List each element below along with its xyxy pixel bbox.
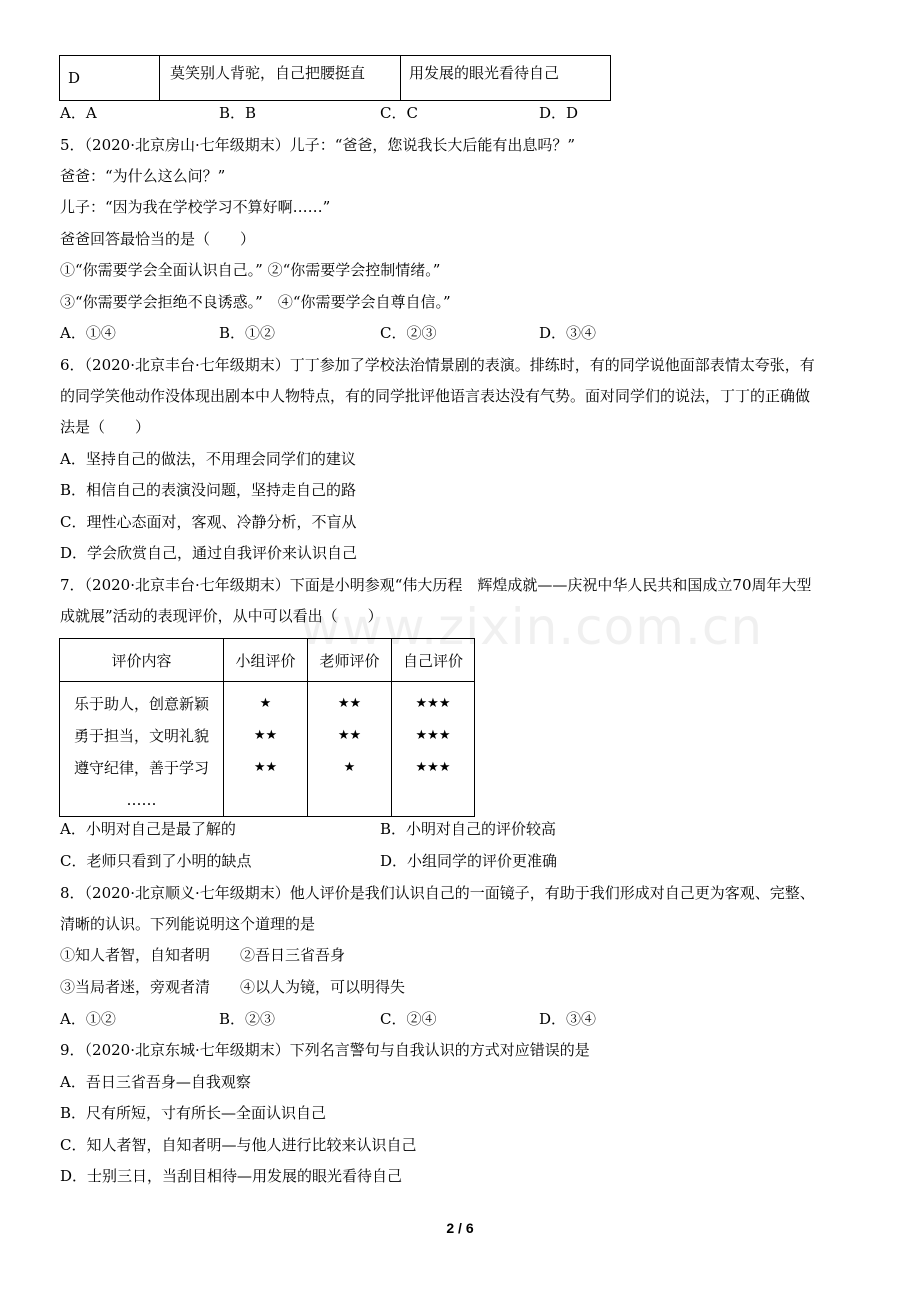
table-header: 老师评价 — [308, 639, 392, 682]
star-rating: ★★ — [253, 760, 278, 775]
q5-line: 爸爸回答最恰当的是（ ） — [60, 230, 256, 248]
q5-option-b: B．①② — [219, 324, 276, 342]
q8-option-d: D．③④ — [539, 1010, 597, 1028]
table-cell: 莫笑别人背驼，自己把腰挺直 — [160, 56, 401, 101]
row-label: 遵守纪律，善于学习 — [73, 759, 209, 777]
q8-option-a: A．①② — [60, 1010, 116, 1028]
q6-stem: 法是（ ） — [60, 418, 151, 436]
q5-line: 儿子：“因为我在学校学习不算好啊……” — [60, 198, 331, 216]
table-cell-teacher — [308, 682, 392, 817]
q4-option-d: D．D — [539, 104, 579, 122]
star-rating: ★★★ — [415, 760, 451, 775]
q9-option-b: B．尺有所短，寸有所长—全面认识自己 — [60, 1104, 327, 1122]
q5-option-c: C．②③ — [380, 324, 437, 342]
star-rating: ★★★ — [415, 728, 451, 743]
q8-option-c: C．②④ — [380, 1010, 437, 1028]
q7-stem: 成就展”活动的表现评价，从中可以看出（ ） — [60, 607, 383, 625]
q4-option-a: A．A — [60, 104, 97, 122]
star-rating: ★★ — [337, 728, 362, 743]
star-rating: ★ — [259, 696, 272, 711]
q5-line: 爸爸：“为什么这么问？” — [60, 167, 226, 185]
star-rating: ★★ — [337, 696, 362, 711]
q6-option-a: A．坚持自己的做法，不用理会同学们的建议 — [60, 450, 356, 468]
q9-stem: 9．（2020·北京东城·七年级期末）下列名言警句与自我认识的方式对应错误的是 — [60, 1041, 590, 1059]
table-row — [60, 682, 475, 817]
table-header: 自己评价 — [392, 639, 475, 682]
q6-stem: 6．（2020·北京丰台·七年级期末）丁丁参加了学校法治情景剧的表演。排练时，有的同学说他面部表情太夸张，有 — [60, 356, 815, 374]
q8-stem: 清晰的认识。下列能说明这个道理的是 — [60, 915, 316, 933]
q5-option-d: D．③④ — [539, 324, 597, 342]
q6-option-d: D．学会欣赏自己，通过自我评价来认识自己 — [60, 544, 358, 562]
q9-option-d: D．士别三日，当刮目相待—用发展的眼光看待自己 — [60, 1167, 403, 1185]
q8-line: ①知人者智，自知者明 ②吾日三省吾身 — [60, 946, 346, 964]
q6-stem: 的同学笑他动作没体现出剧本中人物特点，有的同学批评他语言表达没有气势。面对同学们的说法，丁丁的正确做 — [60, 387, 811, 405]
q7-option-c: C．老师只看到了小明的缺点 — [60, 852, 252, 870]
q8-option-b: B．②③ — [219, 1010, 276, 1028]
page-number: 2 / 6 — [446, 1220, 474, 1236]
watermark: www.zixin.com.cn — [300, 598, 764, 656]
star-rating: ★★★ — [415, 696, 451, 711]
q7-option-d: D．小组同学的评价更准确 — [380, 852, 558, 870]
q4-option-b: B．B — [219, 104, 257, 122]
row-label: 勇于担当，文明礼貌 — [73, 727, 209, 745]
row-label: …… — [126, 791, 157, 809]
q4-option-c: C．C — [380, 104, 418, 122]
table-header: 小组评价 — [224, 639, 308, 682]
row-label: 乐于助人，创意新颖 — [73, 695, 209, 713]
table-cell: 用发展的眼光看待自己 — [401, 56, 611, 101]
table-header-row — [60, 639, 475, 682]
q7-stem: 7．（2020·北京丰台·七年级期末）下面是小明参观“伟大历程 辉煌成就——庆祝中华人民共和国成立70周年大型 — [60, 576, 812, 594]
table-cell-content — [60, 682, 224, 817]
star-rating: ★★ — [253, 728, 278, 743]
q9-option-c: C．知人者智，自知者明—与他人进行比较来认识自己 — [60, 1136, 417, 1154]
table-cell: D — [60, 56, 160, 101]
table-header: 评价内容 — [60, 639, 224, 682]
q8-line: ③当局者迷，旁观者清 ④以人为镜，可以明得失 — [60, 978, 406, 996]
table-cell-self — [392, 682, 475, 817]
q7-option-b: B．小明对自己的评价较高 — [380, 820, 557, 838]
q5-stem: 5．（2020·北京房山·七年级期末）儿子：“爸爸，您说我长大后能有出息吗？” — [60, 136, 576, 154]
q5-line: ③“你需要学会拒绝不良诱惑。” ④“你需要学会自尊自信。” — [60, 293, 451, 311]
star-rating: ★ — [343, 760, 356, 775]
q9-option-a: A．吾日三省吾身—自我观察 — [60, 1073, 251, 1091]
q8-stem: 8．（2020·北京顺义·七年级期末）他人评价是我们认识自己的一面镜子，有助于我们形成对自己更为客观、完整、 — [60, 884, 815, 902]
q5-line: ①“你需要学会全面认识自己。” ②“你需要学会控制情绪。” — [60, 261, 441, 279]
q5-option-a: A．①④ — [60, 324, 116, 342]
top-table — [59, 55, 611, 101]
q6-option-c: C．理性心态面对，客观、冷静分析，不盲从 — [60, 513, 357, 531]
q7-option-a: A．小明对自己是最了解的 — [60, 820, 236, 838]
table-row — [60, 56, 611, 101]
evaluation-table — [59, 638, 475, 817]
q6-option-b: B．相信自己的表演没问题，坚持走自己的路 — [60, 481, 357, 499]
table-cell-group — [224, 682, 308, 817]
